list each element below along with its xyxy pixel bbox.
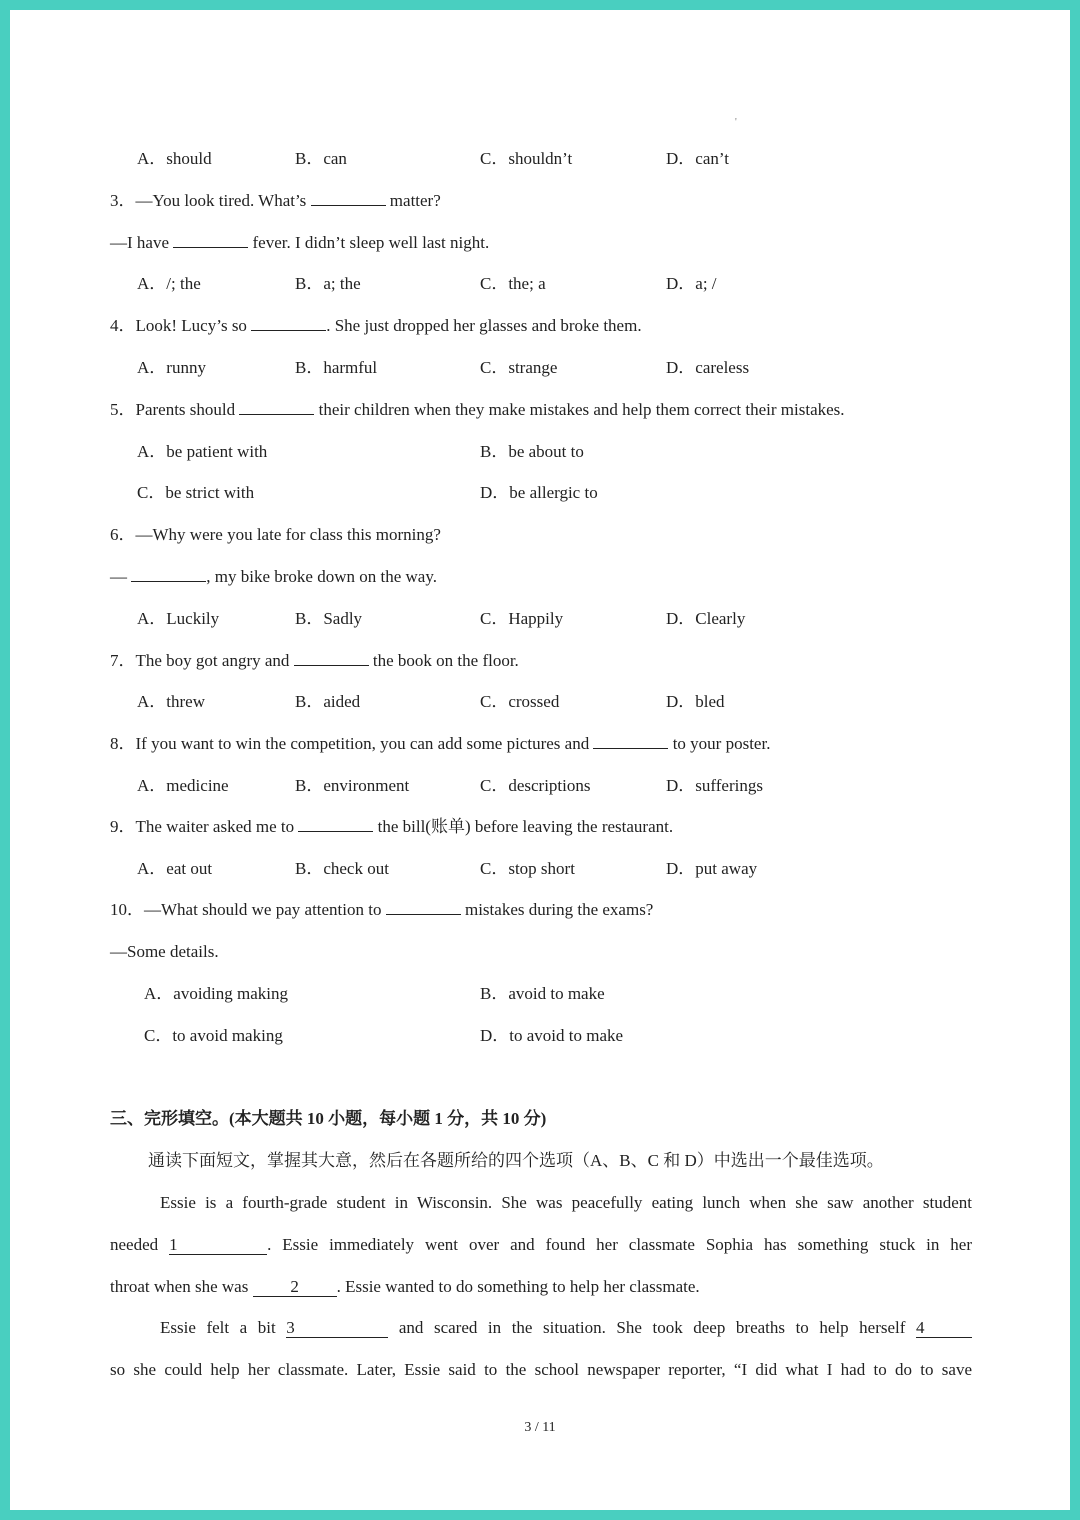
q5-option-b: B．be about to: [480, 442, 584, 461]
answer-blank: [239, 400, 314, 415]
q9-option-c: C．stop short: [480, 859, 575, 878]
q2-option-d: D．can’t: [666, 149, 729, 168]
cloze-blank-3: 3: [286, 1319, 388, 1338]
answer-blank: [386, 900, 461, 915]
q7-option-a: A．threw: [137, 692, 205, 711]
passage-line: throat when she was 2 . Essie wanted to do something to help her classmate.: [110, 1277, 700, 1296]
q9-option-a: A．eat out: [137, 859, 213, 878]
q8-stem: 8．If you want to win the competition, you can add some pictures and to your poster.: [110, 734, 771, 753]
page-number: 3 / 11: [524, 1420, 556, 1435]
q9-option-d: D．put away: [666, 859, 758, 878]
answer-blank: [593, 734, 668, 749]
answer-blank: [251, 316, 326, 331]
q7-option-b: B．aided: [295, 692, 361, 711]
q8-option-a: A．medicine: [137, 776, 229, 795]
q3-option-d: D．a; /: [666, 274, 717, 293]
q6-option-b: B．Sadly: [295, 609, 363, 628]
q3-response: —I have fever. I didn’t sleep well last night.: [110, 233, 490, 252]
q9-stem: 9．The waiter asked me to the bill(账单) before leaving the restaurant.: [110, 817, 674, 836]
q5-stem: 5．Parents should their children when they make mistakes and help them correct their mistakes.: [110, 400, 845, 419]
q3-option-b: B．a; the: [295, 274, 361, 293]
q7-option-d: D．bled: [666, 692, 725, 711]
q4-stem: 4．Look! Lucy’s so . She just dropped her glasses and broke them.: [110, 316, 642, 335]
q4-option-a: A．runny: [137, 358, 206, 377]
q8-option-d: D．sufferings: [666, 776, 763, 795]
q10-option-d: D．to avoid to make: [480, 1026, 624, 1045]
q3-stem: 3．—You look tired. What’s matter?: [110, 191, 441, 210]
answer-blank: [294, 651, 369, 666]
stray-mark: ': [735, 117, 737, 128]
section-heading: 三、完形填空。(本大题共 10 小题，每小题 1 分，共 10 分): [110, 1109, 547, 1128]
q4-option-c: C．strange: [480, 358, 558, 377]
q6-option-d: D．Clearly: [666, 609, 746, 628]
cloze-blank-2: 2: [253, 1278, 337, 1297]
q2-option-a: A．should: [137, 149, 212, 168]
q8-option-c: C．descriptions: [480, 776, 591, 795]
passage-line: needed 1 . Essie immediately went over and found her classmate Sophia has something stuck in her: [110, 1235, 973, 1254]
q2-option-c: C．shouldn’t: [480, 149, 573, 168]
passage-line: Essie is a fourth-grade student in Wisconsin. She was peacefully eating lunch when she saw another student: [160, 1193, 972, 1212]
q4-option-b: B．harmful: [295, 358, 378, 377]
q8-option-b: B．environment: [295, 776, 410, 795]
passage-line: so she could help her classmate. Later, Essie said to the school newspaper reporter, “I did what I had to do to save: [110, 1360, 972, 1379]
q3-option-c: C．the; a: [480, 274, 546, 293]
answer-blank: [298, 817, 373, 832]
cloze-blank-4: 4: [916, 1319, 972, 1338]
answer-blank: [311, 191, 386, 206]
answer-blank: [131, 567, 206, 582]
q5-option-d: D．be allergic to: [480, 483, 598, 502]
section-instruction: 通读下面短文，掌握其大意，然后在各题所给的四个选项（A、B、C 和 D）中选出一个最佳选项。: [148, 1151, 884, 1170]
q7-option-c: C．crossed: [480, 692, 560, 711]
q10-option-c: C．to avoid making: [144, 1026, 283, 1045]
exam-page: [10, 10, 1070, 1510]
q5-option-a: A．be patient with: [137, 442, 268, 461]
q10-option-b: B．avoid to make: [480, 984, 605, 1003]
q5-option-c: C．be strict with: [137, 483, 255, 502]
passage-line: Essie felt a bit 3 and scared in the situation. She took deep breaths to help herself 4: [160, 1317, 972, 1339]
q10-stem: 10．—What should we pay attention to mistakes during the exams?: [110, 900, 654, 919]
cloze-blank-1: 1: [169, 1236, 267, 1255]
q10-option-a: A．avoiding making: [144, 984, 289, 1003]
q4-option-d: D．careless: [666, 358, 750, 377]
q6-option-c: C．Happily: [480, 609, 564, 628]
q2-option-b: B．can: [295, 149, 347, 168]
q9-option-b: B．check out: [295, 859, 389, 878]
q7-stem: 7．The boy got angry and the book on the floor.: [110, 651, 519, 670]
q10-response: —Some details.: [110, 942, 219, 961]
answer-blank: [173, 233, 248, 248]
q3-option-a: A．/; the: [137, 274, 201, 293]
q6-stem: 6．—Why were you late for class this morning?: [110, 525, 441, 544]
q6-option-a: A．Luckily: [137, 609, 220, 628]
q6-response: — , my bike broke down on the way.: [110, 567, 437, 586]
